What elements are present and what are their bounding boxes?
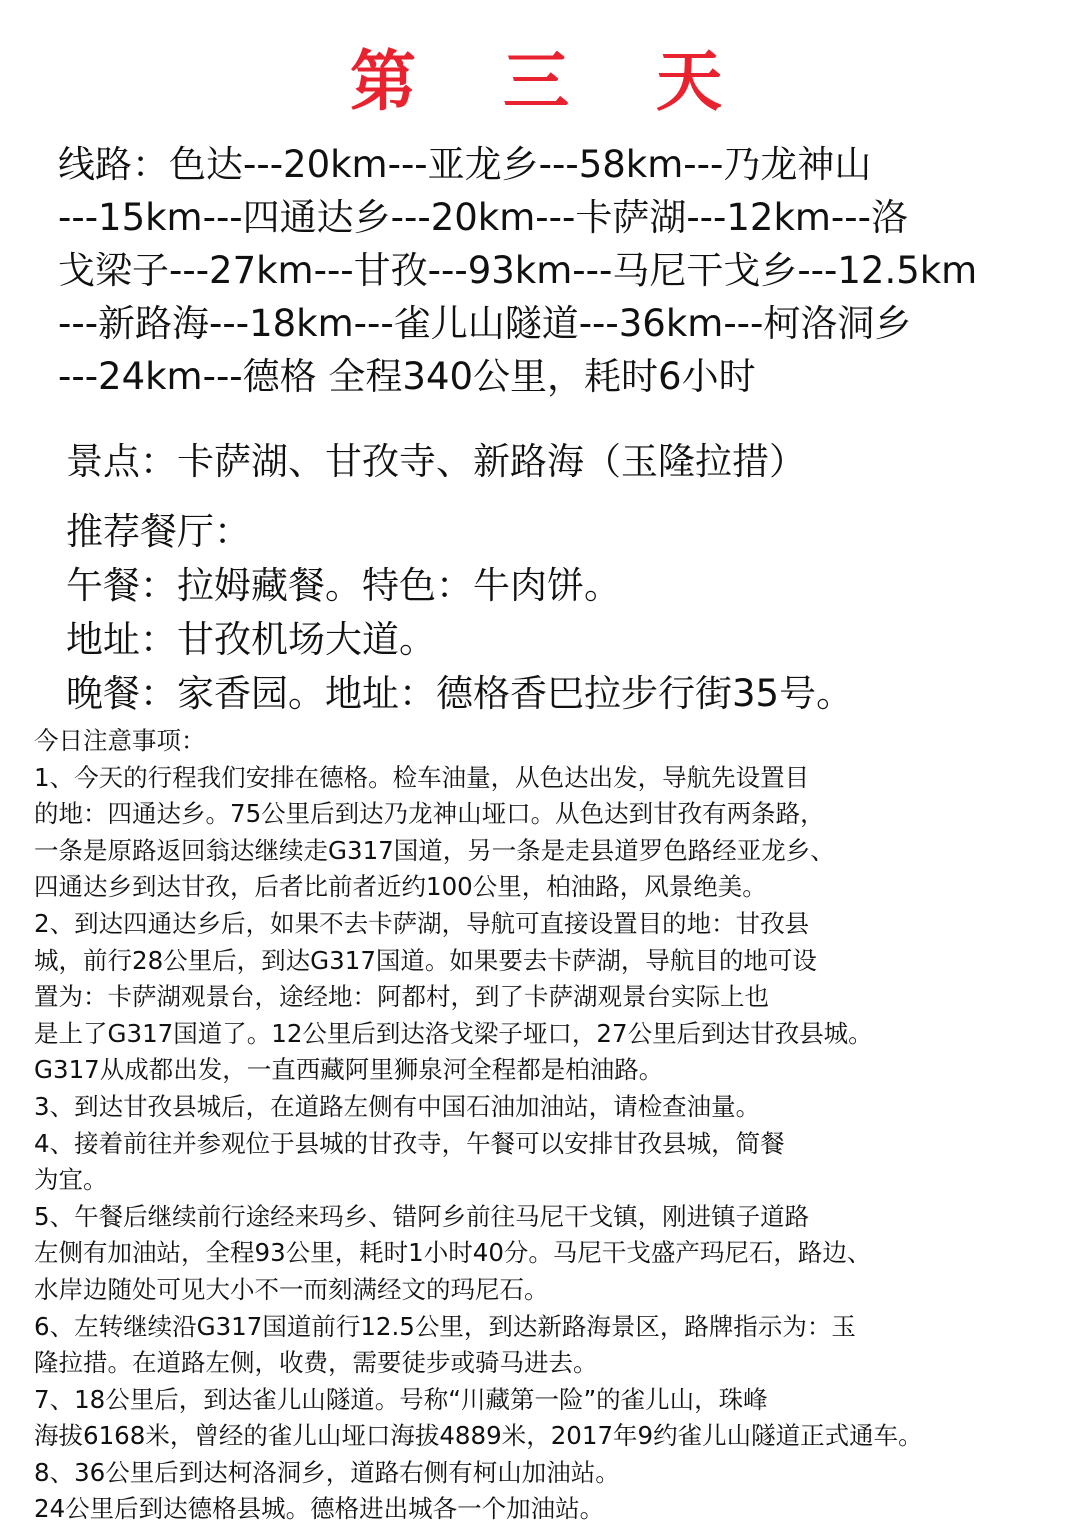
route-line: 戈梁子---27km---甘孜---93km---马尼干戈乡---12.5km [58,249,978,292]
note-line: 的地：四通达乡。75公里后到达乃龙神山垭口。从色达到甘孜有两条路， [34,799,825,829]
note-line: 5、午餐后继续前行途经来玛乡、错阿乡前往马尼干戈镇，刚进镇子道路 [34,1201,810,1231]
note-line: 一条是原路返回翁达继续走G317国道，另一条是走县道罗色路经亚龙乡、 [34,835,835,865]
route-line: ---新路海---18km---雀儿山隧道---36km---柯洛洞乡 [58,302,912,345]
lunch-address-line: 地址：甘孜机场大道。 [66,618,436,661]
note-line: 3、到达甘孜县城后，在道路左侧有中国石油加油站，请检查油量。 [34,1091,761,1121]
restaurants-heading: 推荐餐厅： [66,510,251,553]
note-line: 6、左转继续沿G317国道前行12.5公里，到达新路海景区，路牌指示为：玉 [34,1311,856,1341]
lunch-line: 午餐：拉姆藏餐。特色：牛肉饼。 [66,564,621,607]
note-line: 四通达乡到达甘孜，后者比前者近约100公里，柏油路，风景绝美。 [34,872,767,902]
notes-section [34,723,1064,1528]
note-line: 海拔6168米，曾经的雀儿山垭口海拔4889米，2017年9约雀儿山隧道正式通车。 [34,1421,923,1451]
note-line: 4、接着前往并参观位于县城的甘孜寺，午餐可以安排甘孜县城，简餐 [34,1128,785,1158]
note-line: 7、18公里后，到达雀儿山隧道。号称“川藏第一险”的雀儿山，珠峰 [34,1384,768,1414]
notes-heading: 今日注意事项： [34,726,206,755]
note-line: 为宜。 [34,1165,108,1195]
note-line: 1、今天的行程我们安排在德格。检车油量，从色达出发，导航先设置目 [34,762,810,792]
note-line: G317从成都出发，一直西藏阿里狮泉河全程都是柏油路。 [34,1055,664,1085]
page-title: 第 三 天 [350,43,754,120]
note-line: 24公里后到达德格县城。德格进出城各一个加油站。 [34,1494,605,1524]
note-line: 2、到达四通达乡后，如果不去卡萨湖，导航可直接设置目的地：甘孜县 [34,908,810,938]
note-line: 隆拉措。在道路左侧，收费，需要徒步或骑马进去。 [34,1348,598,1378]
spots-line: 景点：卡萨湖、甘孜寺、新路海（玉隆拉措） [66,440,806,483]
note-line: 左侧有加油站，全程93公里，耗时1小时40分。马尼干戈盛产玛尼石，路边、 [34,1238,872,1268]
note-line: 水岸边随处可见大小不一而刻满经文的玛尼石。 [34,1274,549,1304]
route-line: ---24km---德格 全程340公里，耗时6小时 [58,355,756,398]
note-line: 8、36公里后到达柯洛洞乡，道路右侧有柯山加油站。 [34,1457,620,1487]
route-line: 线路：色达---20km---亚龙乡---58km---乃龙神山 [58,143,872,186]
note-line: 置为：卡萨湖观景台，途经地：阿都村，到了卡萨湖观景台实际上也 [34,982,769,1012]
note-line: 是上了G317国道了。12公里后到达洛戈梁子垭口，27公里后到达甘孜县城。 [34,1018,873,1048]
note-line: 城，前行28公里后，到达G317国道。如果要去卡萨湖，导航目的地可设 [34,945,817,975]
route-section [58,138,1048,403]
dinner-line: 晚餐：家香园。地址：德格香巴拉步行街35号。 [66,672,854,715]
route-line: ---15km---四通达乡---20km---卡萨湖---12km---洛 [58,196,908,239]
